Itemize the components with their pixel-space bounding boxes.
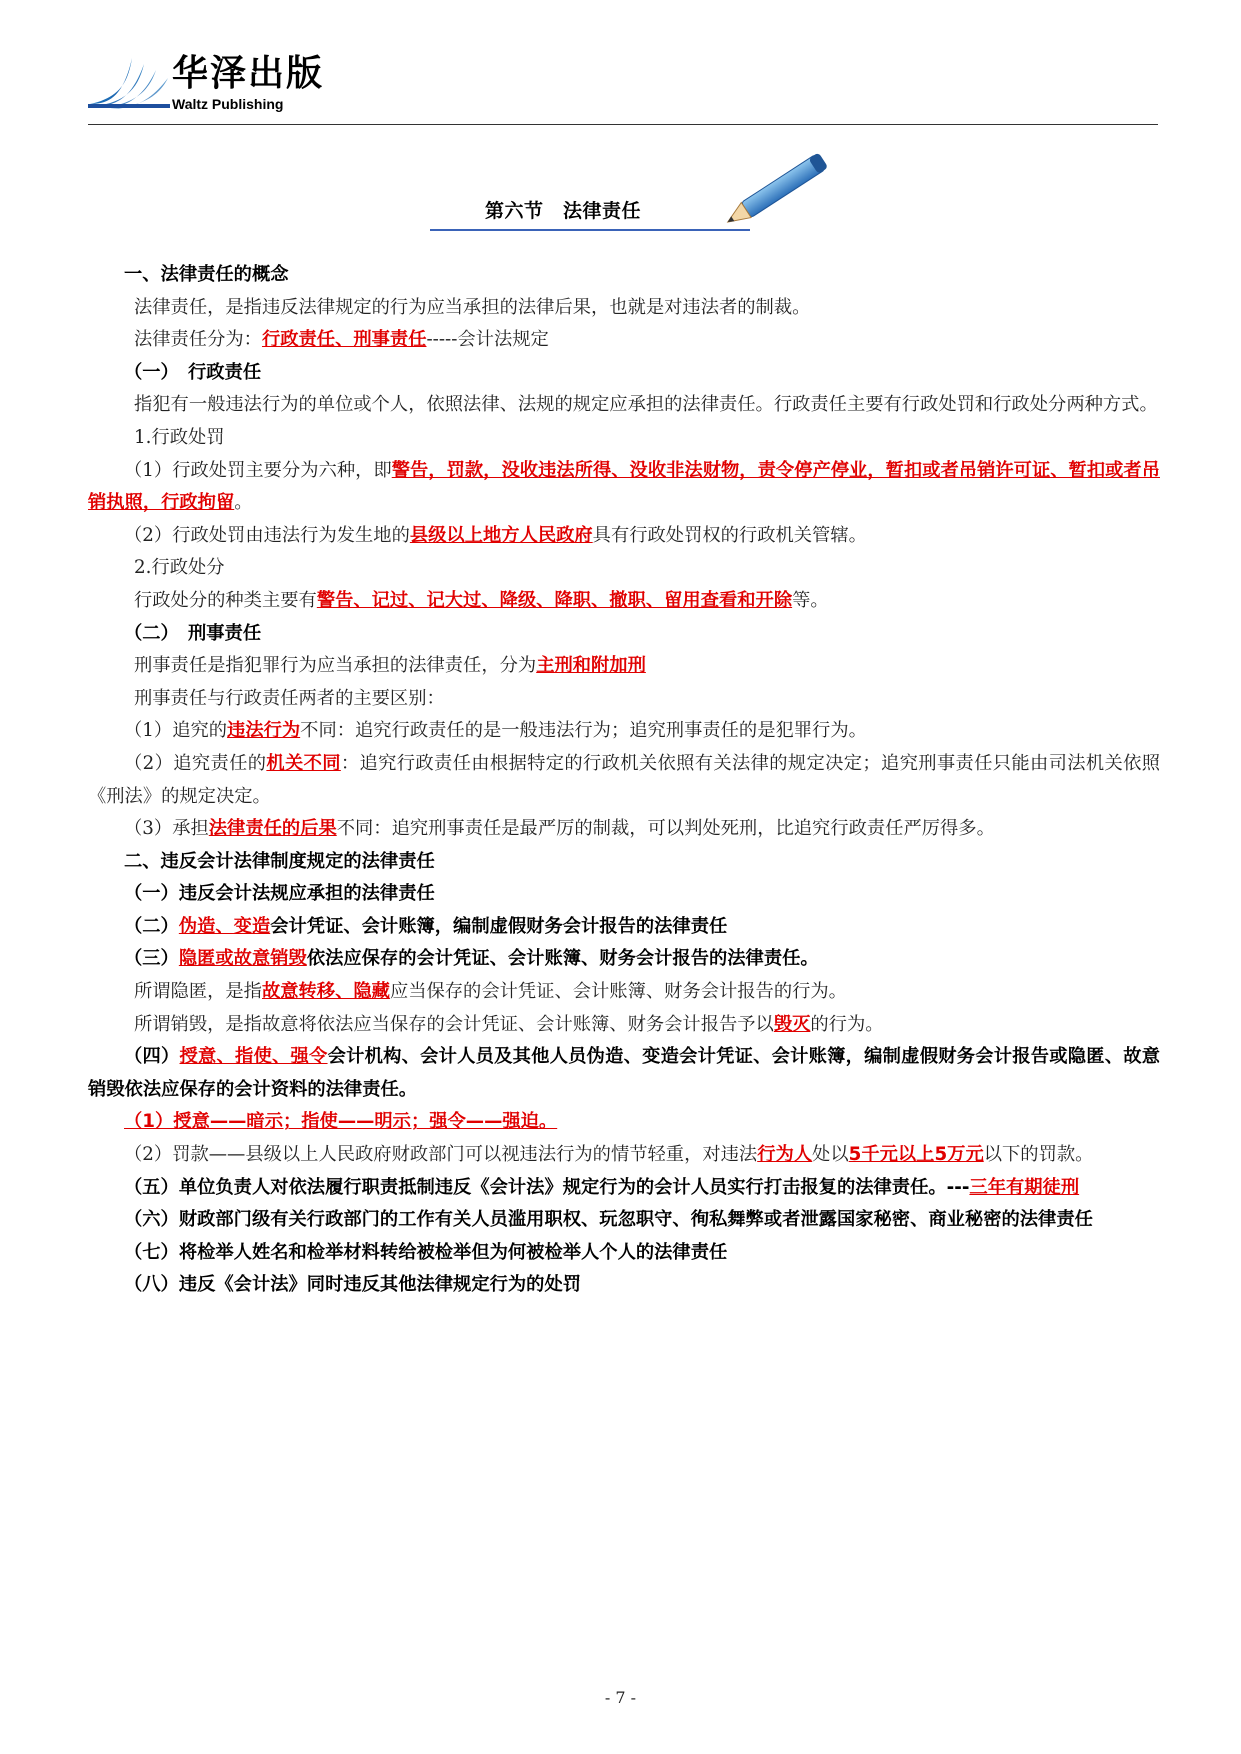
paragraph	[88, 389, 1160, 422]
text-segment: 依法应保存的会计凭证、会计账簿、财务会计报告的法律责任。	[306, 948, 819, 970]
text-segment: 1.行政处罚	[134, 426, 225, 448]
highlighted-text: 法律责任的后果	[208, 818, 337, 840]
text-segment: （三）	[124, 948, 179, 970]
paragraph	[88, 813, 1160, 846]
highlighted-text: 主刑和附加刑	[536, 655, 646, 677]
text-segment: （2）追究责任的	[124, 752, 267, 774]
paragraph	[88, 878, 1160, 911]
text-segment: ：追究行政责任由根据特定的行政机关依照有关法律的规定决定；追究刑事责任只能由司法机关依照《刑法》的规定决定。	[88, 752, 1161, 807]
highlighted-text: 毁灭	[773, 1013, 811, 1035]
text-segment: 刑事责任与行政责任两者的主要区别：	[134, 687, 445, 709]
text-segment: 二、违反会计法律制度规定的法律责任	[124, 850, 435, 872]
text-segment: 刑事责任是指犯罪行为应当承担的法律责任，分为	[134, 655, 537, 677]
paragraph	[88, 552, 1160, 585]
text-segment: 不同：追究刑事责任是最严厉的制裁，可以判处死刑，比追究行政责任严厉得多。	[336, 818, 995, 840]
page-number: - 7 -	[604, 1688, 637, 1707]
title-underline	[430, 229, 750, 231]
paragraph	[88, 422, 1160, 455]
paragraph	[88, 259, 1160, 292]
highlighted-text: 警告、记过、记大过、降级、降职、撤职、留用查看和开除	[316, 589, 793, 611]
text-segment: （1）追究的	[124, 720, 228, 742]
text-segment: （二） 刑事责任	[124, 622, 262, 644]
paragraph	[88, 976, 1160, 1009]
text-segment: 法律责任分为：	[134, 329, 262, 351]
page-header	[0, 0, 1241, 130]
paragraph	[88, 1237, 1160, 1270]
paragraph	[88, 357, 1160, 390]
paragraph	[88, 292, 1160, 325]
paragraph	[88, 1106, 1160, 1139]
document-body	[88, 259, 1160, 1302]
text-segment: 指犯有一般违法行为的单位或个人，依照法律、法规的规定应承担的法律责任。行政责任主要有行政处罚和行政处分两种方式。	[134, 394, 1158, 416]
paragraph	[88, 1172, 1160, 1205]
highlighted-text: 隐匿或故意销毁	[178, 948, 307, 970]
text-segment: 所谓销毁，是指故意将依法应当保存的会计凭证、会计账簿、财务会计报告予以	[134, 1013, 774, 1035]
text-segment: 一、法律责任的概念	[124, 264, 289, 285]
highlighted-text: 伪造、变造	[178, 915, 271, 937]
text-segment: （七）将检举人姓名和检举材料转给被检举但为何被检举人个人的法律责任	[124, 1241, 728, 1263]
paragraph	[88, 455, 1160, 520]
paragraph	[88, 911, 1160, 944]
text-segment: 处以	[812, 1144, 849, 1166]
pencil-icon	[712, 148, 852, 228]
section-title: 第六节 法律责任	[485, 200, 642, 222]
header-divider	[88, 124, 1158, 125]
highlighted-text: 县级以上地方人民政府	[409, 524, 593, 546]
text-segment: （2）罚款——县级以上人民政府财政部门可以视违法行为的情节轻重，对违法	[124, 1144, 758, 1166]
text-segment: （二）	[124, 915, 179, 937]
paragraph	[88, 846, 1160, 879]
paragraph	[88, 1139, 1160, 1172]
highlighted-text: 5千元以上5万元	[848, 1144, 984, 1166]
highlighted-text: 三年有期徒刑	[969, 1176, 1080, 1198]
logo-english-name: Waltz Publishing	[172, 96, 284, 112]
paragraph	[88, 1009, 1160, 1042]
text-segment: 会计凭证、会计账簿，编制虚假财务会计报告的法律责任	[270, 915, 728, 937]
highlighted-text: 行政责任、刑事责任	[261, 329, 427, 351]
paragraph	[88, 1041, 1160, 1106]
paragraph	[88, 520, 1160, 553]
text-segment: 行政处分的种类主要有	[134, 589, 317, 611]
paragraph	[88, 1204, 1160, 1237]
highlighted-text: 故意转移、隐藏	[261, 981, 390, 1003]
paragraph	[88, 943, 1160, 976]
text-segment: （四）	[124, 1046, 180, 1068]
logo-chinese-name: 华泽出版	[172, 53, 325, 94]
text-segment: （1）行政处罚主要分为六种，即	[124, 459, 392, 481]
highlighted-text: 违法行为	[227, 720, 301, 742]
text-segment: 以下的罚款。	[983, 1144, 1094, 1166]
wing-logo-icon	[88, 54, 170, 110]
highlighted-text: 行为人	[757, 1144, 813, 1166]
paragraph	[88, 1269, 1160, 1302]
paragraph	[88, 748, 1160, 813]
text-segment: 法律责任，是指违反法律规定的行为应当承担的法律后果，也就是对违法者的制裁。	[134, 296, 811, 318]
text-segment: 等。	[792, 589, 829, 611]
text-segment: （六）财政部门级有关行政部门的工作有关人员滥用职权、玩忽职守、徇私舞弊或者泄露国家秘密、商业秘密的法律责任	[124, 1209, 1093, 1231]
paragraph	[88, 585, 1160, 618]
text-segment: （3）承担	[124, 818, 209, 840]
text-segment: （五）单位负责人对依法履行职责抵制违反《会计法》规定行为的会计人员实行打击报复的法律责任。---	[124, 1176, 970, 1198]
paragraph	[88, 650, 1160, 683]
text-segment: 不同：追究行政责任的是一般违法行为；追究刑事责任的是犯罪行为。	[300, 720, 867, 742]
paragraph	[88, 618, 1160, 651]
text-segment: （八）违反《会计法》同时违反其他法律规定行为的处罚	[124, 1274, 582, 1296]
publisher-logo	[88, 54, 328, 124]
text-segment: 的行为。	[810, 1013, 884, 1035]
text-segment: （2）行政处罚由违法行为发生地的	[124, 524, 410, 546]
paragraph	[88, 324, 1160, 357]
highlighted-text: 警告，罚款，没收违法所得、没收非法财物，责令停产停业，暂扣或者吊销许可证、暂扣或者吊销执照，行政拘留	[88, 459, 1160, 514]
text-segment: -----会计法规定	[426, 329, 549, 351]
text-segment: 。	[234, 492, 253, 514]
paragraph	[88, 683, 1160, 716]
text-segment: （一） 行政责任	[124, 361, 262, 383]
highlighted-text: （1）授意——暗示；指使——明示；强令——强迫。	[124, 1111, 558, 1133]
text-segment: 应当保存的会计凭证、会计账簿、财务会计报告的行为。	[389, 981, 847, 1003]
text-segment: （一）违反会计法规应承担的法律责任	[124, 883, 435, 905]
text-segment: 会计机构、会计人员及其他人员伪造、变造会计凭证、会计账簿，编制虚假财务会计报告或隐匿、故意销毁依法应保存的会计资料的法律责任。	[88, 1046, 1161, 1100]
highlighted-text: 机关不同	[266, 752, 341, 774]
highlighted-text: 授意、指使、强令	[179, 1046, 328, 1068]
section-title-block	[430, 190, 750, 232]
text-segment: 具有行政处罚权的行政机关管辖。	[592, 524, 867, 546]
text-segment: 2.行政处分	[134, 557, 225, 579]
text-segment: 所谓隐匿，是指	[134, 981, 262, 1003]
paragraph	[88, 715, 1160, 748]
